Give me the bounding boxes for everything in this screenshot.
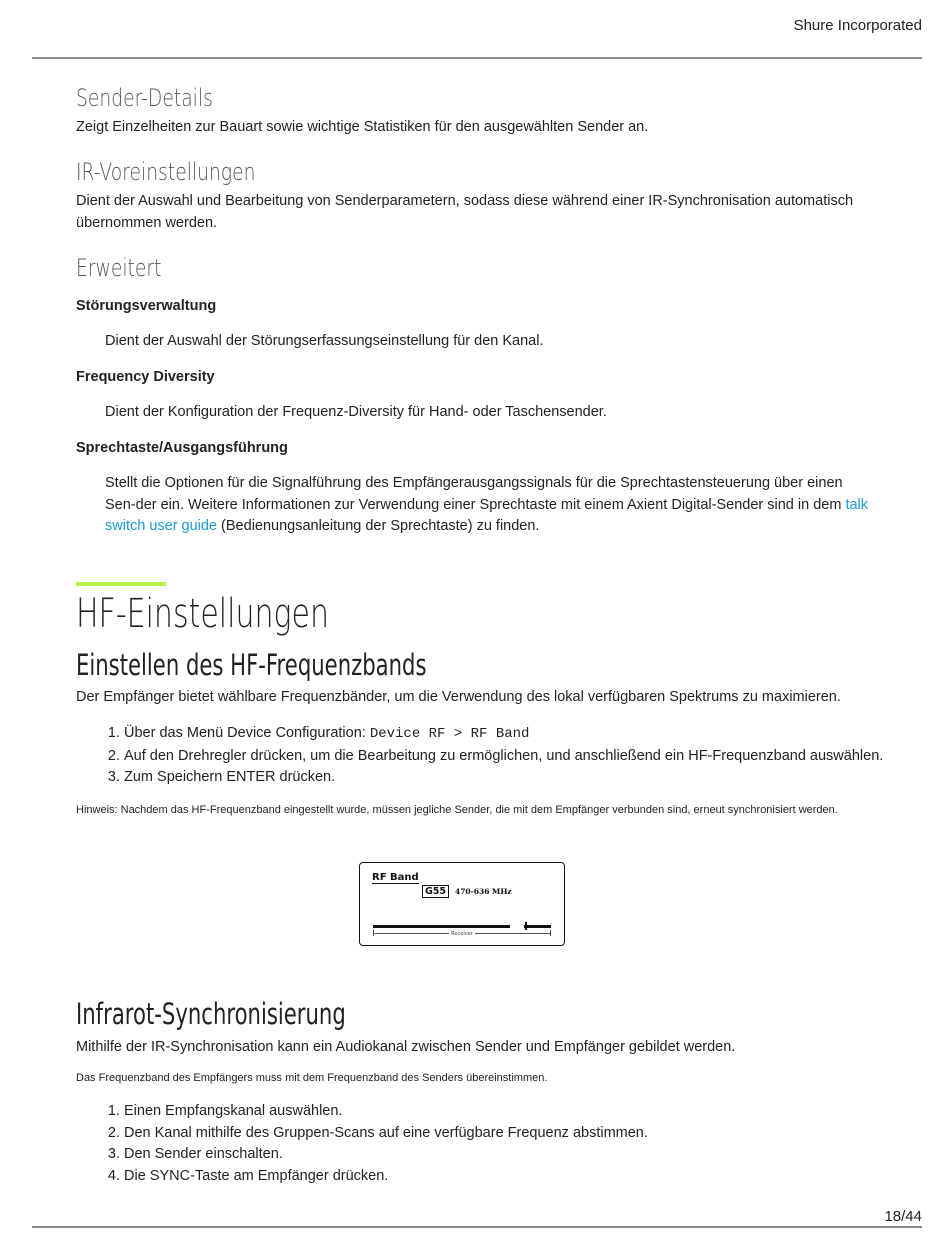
screen-scale-label: Receiver — [451, 931, 473, 937]
footer-rule — [32, 1226, 922, 1228]
rf-band-subheading: Einstellen des HF-Frequenzbands — [76, 648, 427, 682]
advanced-term-interference: Störungsverwaltung — [76, 298, 217, 314]
rf-band-step: 3. Zum Speichern ENTER drücken. — [124, 767, 944, 789]
ir-sync-note: Das Frequenzband des Empfängers muss mit dem Frequenzband des Senders übereinstimmen. — [76, 1072, 548, 1084]
rf-band-note: Hinweis: Nachdem das HF-Frequenzband eingestellt wurde, müssen jegliche Sender, die mit dem Empfänger verbunden sind, erneut synchronisiert werden. — [76, 804, 838, 816]
screen-band-range: 470-636 MHz — [455, 887, 512, 896]
talk-switch-user-guide-link[interactable]: talk switch user guide — [105, 496, 869, 534]
rf-band-step: 2. Auf den Drehregler drücken, um die Bearbeitung zu ermöglichen, und anschließend ein HF-Frequenzband auswählen. — [124, 746, 944, 768]
advanced-desc-interference: Dient der Auswahl der Störungserfassungseinstellung für den Kanal. — [105, 333, 544, 349]
ir-sync-intro: Mithilfe der IR-Synchronisation kann ein Audiokanal zwischen Sender und Empfänger gebildet werden. — [76, 1039, 736, 1055]
advanced-desc-frequency-diversity: Dient der Konfiguration der Frequenz-Diversity für Hand- oder Taschensender. — [105, 404, 607, 420]
advanced-term-talk-switch: Sprechtaste/Ausgangsführung — [76, 440, 288, 456]
screen-title: RF Band — [372, 872, 419, 883]
screen-band-code: G55 — [422, 885, 449, 898]
sender-details-heading: Sender-Details — [76, 84, 213, 112]
sender-details-text: Zeigt Einzelheiten zur Bauart sowie wichtige Statistiken für den ausgewählten Sender an. — [76, 119, 649, 135]
header-rule — [32, 57, 922, 59]
advanced-desc-talk-switch — [105, 473, 875, 538]
ir-sync-step: 4. Die SYNC-Taste am Empfänger drücken. — [124, 1166, 944, 1188]
rf-band-steps — [76, 723, 944, 789]
page-number: 18/44 — [884, 1208, 922, 1225]
ir-sync-steps — [76, 1101, 944, 1187]
screen-band-bar-gap — [510, 923, 524, 930]
screen-band-marker — [525, 922, 527, 930]
talk-switch-desc-before: Stellt die Optionen für die Signalführung des Empfängerausgangssignals für die Sprechtastensteuerung über einen Sen-der ein. Weitere Informationen zur Verwendung einer Sprechtaste mit einem Axient Digital-Sender sind in dem — [105, 475, 846, 513]
page-header-company: Shure Incorporated — [793, 17, 922, 34]
rf-band-intro: Der Empfänger bietet wählbare Frequenzbänder, um die Verwendung des lokal verfügbaren Spektrums zu maximieren. — [76, 689, 841, 705]
ir-sync-step: 2. Den Kanal mithilfe des Gruppen-Scans auf eine verfügbare Frequenz abstimmen. — [124, 1123, 944, 1145]
menu-path-code: Device RF > RF Band — [369, 726, 530, 742]
advanced-term-frequency-diversity: Frequency Diversity — [76, 369, 215, 385]
rf-band-screen-image — [359, 862, 565, 946]
ir-sync-step: 3. Den Sender einschalten. — [124, 1144, 944, 1166]
ir-sync-step: 1. Einen Empfangskanal auswählen. — [124, 1101, 944, 1123]
ir-sync-heading: Infrarot-Synchronisierung — [76, 997, 346, 1031]
talk-switch-desc-after: (Bedienungsanleitung der Sprechtaste) zu finden. — [217, 518, 540, 534]
section-accent-bar — [76, 582, 166, 586]
rf-settings-heading: HF-Einstellungen — [76, 591, 329, 637]
advanced-heading: Erweitert — [76, 254, 162, 282]
ir-presets-heading: IR-Voreinstellungen — [76, 158, 256, 186]
rf-band-step: 1. Über das Menü Device Configuration: Device RF > RF Band — [124, 723, 944, 746]
ir-presets-text: Dient der Auswahl und Bearbeitung von Senderparametern, sodass diese während einer IR-Synchronisation automatisch übernommen werden. — [76, 193, 854, 231]
